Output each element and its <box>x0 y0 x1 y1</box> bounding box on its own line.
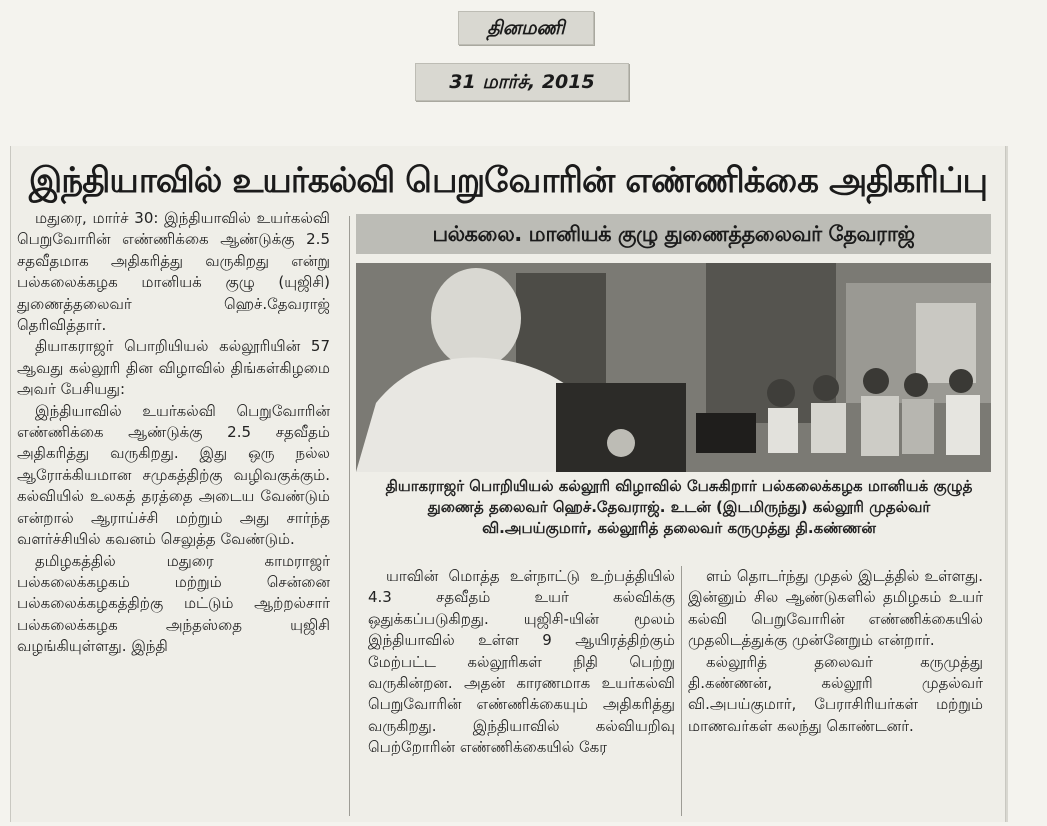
event-photo-image <box>356 263 991 472</box>
newspaper-date-label: 31 மார்ச், 2015 <box>415 63 629 101</box>
paragraph: தியாகராஜர் பொறியியல் கல்லூரியின் 57 ஆவது கல்லூரி தின விழாவில் திங்கள்கிழமை அவர் பேசியது: <box>17 337 330 399</box>
paragraph: ளம் தொடர்ந்து முதல் இடத்தில் உள்ளது. இன்னும் சில ஆண்டுகளில் தமிழகம் உயர் கல்வி பெறுவோரின் எண்ணிக்கையில் முதலிடத்துக்கு முன்னேறும் என்றார். <box>688 567 983 650</box>
column-divider <box>349 216 350 816</box>
article-column-2 <box>368 566 675 759</box>
paragraph: மதுரை, மார்ச் 30: இந்தியாவில் உயர்கல்வி பெறுவோரின் எண்ணிக்கை ஆண்டுக்கு 2.5 சதவீதமாக அதிகரித்து வருகிறது என்று பல்கலைக்கழக மானியக் குழு (யுஜிசி) துணைத்தலைவர் ஹெச்.தேவராஜ் தெரிவித்தார். <box>17 209 330 335</box>
article-subheadline: பல்கலை. மானியக் குழு துணைத்தலைவர் தேவராஜ் <box>356 214 991 254</box>
paragraph: யாவின் மொத்த உள்நாட்டு உற்பத்தியில் 4.3 சதவீதம் உயர் கல்விக்கு ஒதுக்கப்படுகிறது. யுஜிசி-யின் மூலம் இந்தியாவில் உள்ள 9 ஆயிரத்திற்கும் மேற்பட்ட கல்லூரிகள் நிதி பெற்று வருகின்றன. அதன் காரணமாக உயர்கல்வி பெறுவோரின் எண்ணிக்கையும் அதிகரித்து வருகிறது. இந்தியாவில் கல்வியறிவு பெற்றோரின் எண்ணிக்கையில் கேர <box>368 567 675 757</box>
event-photo <box>356 263 991 472</box>
article-column-1 <box>17 208 330 658</box>
paragraph: இந்தியாவில் உயர்கல்வி பெறுவோரின் எண்ணிக்கை ஆண்டுக்கு 2.5 சதவீதம் அதிகரித்து வருகிறது. இது ஒரு நல்ல ஆரோக்கியமான சமுகத்திற்கு வழிவகுக்கும். கல்வியில் உலகத் தரத்தை அடைய வேண்டும் என்றால் ஆராய்ச்சி மற்றும் அது சார்ந்த வளர்ச்சியில் கவனம் செலுத்த வேண்டும். <box>17 401 330 549</box>
paragraph: கல்லூரித் தலைவர் கருமுத்து தி.கண்ணன், கல்லூரி முதல்வர் வி.அபய்குமார், பேராசிரியர்கள் மற்றும் மாணவர்கள் கலந்து கொண்டனர். <box>688 652 983 735</box>
photo-caption: தியாகராஜர் பொறியியல் கல்லூரி விழாவில் பேசுகிறார் பல்கலைக்கழக மானியக் குழுத் துணைத் தலைவர் ஹெச்.தேவராஜ். உடன் (இடமிருந்து) கல்லூரி முதல்வர் வி.அபய்குமார், கல்லூரித் தலைவர் கருமுத்து தி.கண்ணன் <box>385 477 973 537</box>
article-headline: இந்தியாவில் உயர்கல்வி பெறுவோரின் எண்ணிக்கை அதிகரிப்பு <box>28 161 988 201</box>
paragraph: தமிழகத்தில் மதுரை காமராஜர் பல்கலைக்கழகம் மற்றும் சென்னை பல்கலைக்கழகத்திற்கு மட்டும் ஆற்றல்சார் பல்கலைக்கழக அந்தஸ்தை யுஜிசி வழங்கியுள்ளது. இந்தி <box>17 551 330 656</box>
news-clipping <box>10 146 1006 822</box>
article-column-3 <box>688 566 983 737</box>
column-divider <box>681 566 682 816</box>
newspaper-name-label: தினமணி <box>458 11 594 45</box>
